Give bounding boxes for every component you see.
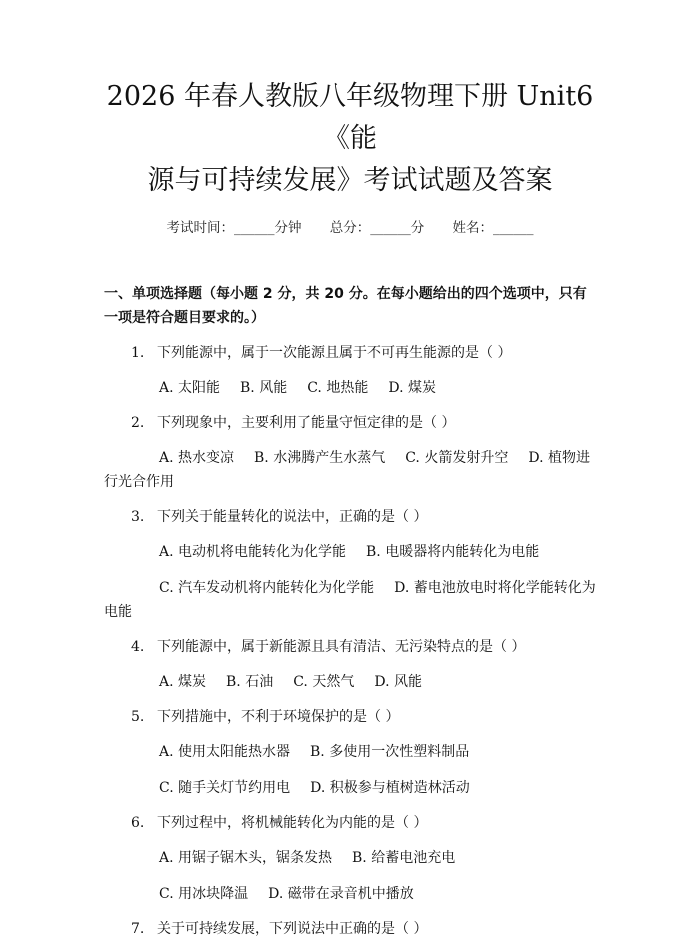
- total-score-field: 总分：______分: [329, 220, 425, 236]
- document-title: [104, 0, 596, 202]
- student-name-field: 姓名：______: [452, 220, 534, 236]
- option-row: [104, 446, 596, 494]
- question-text: 关于可持续发展，下列说法中正确的是（ ）: [157, 921, 428, 937]
- question-item: [104, 706, 596, 728]
- question-text: 下列能源中，属于新能源且具有清洁、无污染特点的是（ ）: [157, 639, 526, 655]
- question-item: [104, 812, 596, 834]
- answer-option: D. 积极参与植树造林活动: [310, 780, 470, 796]
- question-number: 2.: [131, 415, 145, 431]
- exam-time-field: 考试时间：______分钟: [166, 220, 302, 236]
- option-row: [104, 540, 596, 564]
- question-item: [104, 506, 596, 528]
- question-number: 3.: [131, 509, 145, 525]
- answer-option: C. 天然气: [293, 674, 355, 690]
- answer-option: C. 地热能: [307, 380, 369, 396]
- question-item: [104, 342, 596, 364]
- option-row: [104, 740, 596, 764]
- answer-option: B. 风能: [240, 380, 288, 396]
- question-item: [104, 412, 596, 434]
- title-line-1: 2026 年春人教版八年级物理下册 Unit6《能: [106, 81, 594, 154]
- option-row: [104, 846, 596, 870]
- answer-option: C. 火箭发射升空: [405, 450, 509, 466]
- answer-option: D. 风能: [374, 674, 422, 690]
- option-row: [104, 776, 596, 800]
- answer-option: A. 太阳能: [159, 380, 221, 396]
- question-text: 下列能源中，属于一次能源且属于不可再生能源的是（ ）: [157, 345, 512, 361]
- answer-option: B. 电暖器将内能转化为电能: [366, 544, 540, 560]
- question-text: 下列过程中，将机械能转化为内能的是（ ）: [157, 815, 428, 831]
- answer-option: C. 用冰块降温: [159, 886, 249, 902]
- question-text: 下列关于能量转化的说法中，正确的是（ ）: [157, 509, 428, 525]
- exam-meta: [104, 216, 596, 236]
- question-text: 下列措施中，不利于环境保护的是（ ）: [157, 709, 400, 725]
- answer-option: B. 石油: [226, 674, 274, 690]
- option-row: [104, 882, 596, 906]
- option-row: [104, 376, 596, 400]
- question-item: [104, 918, 596, 940]
- option-row: [104, 670, 596, 694]
- answer-option: A. 用锯子锯木头，锯条发热: [159, 850, 333, 866]
- answer-option: A. 热水变凉: [159, 450, 235, 466]
- option-row: [104, 576, 596, 624]
- question-list: [104, 342, 596, 940]
- answer-option: B. 水沸腾产生水蒸气: [254, 450, 386, 466]
- answer-option: A. 使用太阳能热水器: [159, 744, 291, 760]
- answer-option: B. 多使用一次性塑料制品: [310, 744, 470, 760]
- answer-option: A. 煤炭: [159, 674, 207, 690]
- answer-option: B. 给蓄电池充电: [352, 850, 456, 866]
- question-number: 6.: [131, 815, 145, 831]
- title-line-2: 源与可持续发展》考试试题及答案: [147, 165, 553, 196]
- question-text: 下列现象中，主要利用了能量守恒定律的是（ ）: [157, 415, 456, 431]
- question-number: 1.: [131, 345, 145, 361]
- answer-option: C. 随手关灯节约用电: [159, 780, 291, 796]
- question-item: [104, 636, 596, 658]
- question-number: 4.: [131, 639, 145, 655]
- answer-option: D. 煤炭: [388, 380, 436, 396]
- answer-option: C. 汽车发动机将内能转化为化学能: [159, 580, 375, 596]
- answer-option: D. 植物进行光合作用: [104, 450, 590, 490]
- answer-option: D. 磁带在录音机中播放: [268, 886, 414, 902]
- answer-option: D. 蓄电池放电时将化学能转化为电能: [104, 580, 596, 620]
- section-heading: 一、单项选择题（每小题 2 分，共 20 分。在每小题给出的四个选项中，只有一项是符合题目要求的。）: [104, 286, 587, 326]
- question-number: 5.: [131, 709, 145, 725]
- question-number: 7.: [131, 921, 145, 937]
- answer-option: A. 电动机将电能转化为化学能: [159, 544, 347, 560]
